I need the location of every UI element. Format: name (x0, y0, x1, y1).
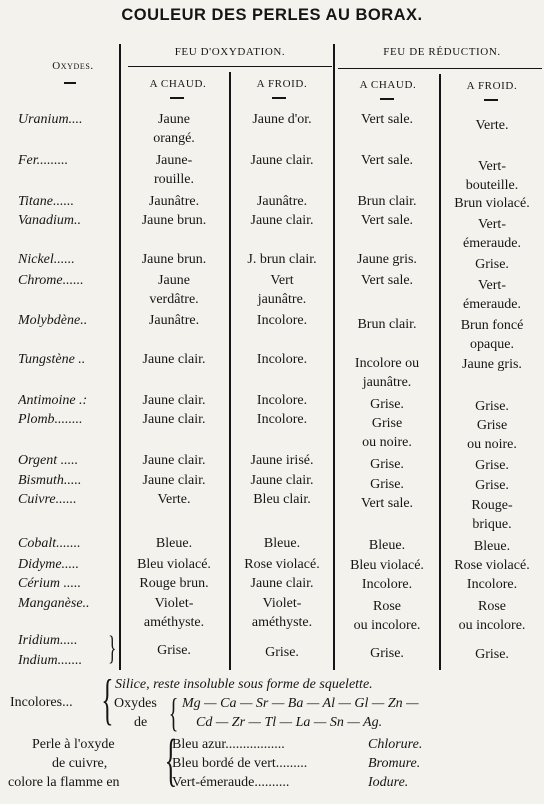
cell-red-chaud: Vert sale. (360, 273, 414, 288)
header-rule-oxydation (128, 66, 332, 67)
cell-red-froid: Grise. (475, 399, 509, 414)
cell-red-chaud: Grise. (370, 457, 404, 472)
header-feu-oxydation: FEU D'OXYDATION. (174, 46, 286, 58)
silice-note: Silice, reste insoluble sous forme de squelette. (115, 677, 373, 692)
cell-red-chaud: Vert sale. (360, 496, 414, 511)
cell-ox-froid: Vert jaunâtre. (257, 273, 307, 307)
oxide-name: Titane...... (18, 194, 75, 209)
cell-ox-froid: J. brun clair. (247, 252, 317, 267)
oxide-name: Manganèse.. (18, 596, 90, 611)
cell-red-chaud: Incolore ou jaunâtre. (354, 356, 420, 390)
header-dash-4 (484, 99, 498, 101)
perle-brace: { (164, 727, 178, 792)
cell-red-froid: Grise. (475, 647, 509, 662)
cell-ox-froid: Incolore. (256, 313, 308, 328)
bromure: Bromure. (368, 756, 421, 771)
cell-ox-chaud: Jaune clair. (142, 393, 206, 408)
cell-red-froid: Jaune gris. (462, 357, 522, 372)
oxide-name: Molybdène.. (18, 313, 88, 328)
perle-text-line2: de cuivre, (52, 756, 108, 771)
header-oxydes-dash (64, 82, 76, 84)
oxide-name: Cérium ..... (18, 576, 81, 591)
header-red-a-chaud: A CHAUD. (359, 79, 417, 91)
oxide-name: Bismuth..... (18, 473, 82, 488)
oxide-name: Indium....... (18, 653, 83, 668)
cell-red-froid: Brun violacé. (454, 196, 530, 211)
cell-red-chaud: Grise. (370, 397, 404, 412)
cell-ox-froid: Jaune clair. (250, 213, 314, 228)
cell-ox-chaud: Jaune orangé. (153, 112, 195, 146)
cell-ox-froid: Jaune clair. (250, 473, 314, 488)
iridium-indium-brace: } (108, 630, 117, 667)
cell-ox-chaud: Jaune clair. (142, 412, 206, 427)
cell-ox-chaud: Bleu violacé. (137, 557, 211, 572)
oxide-name: Uranium.... (18, 112, 83, 127)
cell-red-froid: Rouge- brique. (471, 498, 513, 532)
header-red-a-froid: A FROID. (466, 80, 518, 92)
perle-text-line3: colore la flamme en (8, 775, 120, 790)
cell-ox-froid: Bleue. (263, 536, 301, 551)
oxydes-list-line2: Cd — Zr — Tl — La — Sn — Ag. (196, 715, 383, 730)
cell-ox-froid: Incolore. (256, 412, 308, 427)
cell-red-froid: Bleue. (473, 539, 511, 554)
oxide-name: Antimoine .: (18, 393, 88, 408)
oxide-name: Vanadium.. (18, 213, 81, 228)
cell-red-froid: Vert- émeraude. (463, 217, 521, 251)
cell-ox-chaud: Verte. (157, 492, 191, 507)
oxydes-list-line1: Mg — Ca — Sr — Ba — Al — Gl — Zn — (182, 696, 419, 711)
cell-ox-froid: Violet- améthyste. (251, 596, 313, 630)
cell-ox-chaud: Jaunâtre. (148, 194, 200, 209)
de-word: de (134, 715, 148, 730)
header-rule-reduction (338, 68, 542, 69)
oxide-name: Cuivre...... (18, 492, 77, 507)
cell-ox-chaud: Jaune brun. (141, 252, 207, 267)
iodure: Iodure. (368, 775, 409, 790)
oxide-name: Didyme..... (18, 557, 80, 572)
cell-ox-froid: Jaune clair. (250, 576, 314, 591)
cell-red-chaud: Incolore. (361, 577, 413, 592)
header-ox-a-froid: A FROID. (256, 78, 308, 90)
page-title: COULEUR DES PERLES AU BORAX. (121, 6, 423, 24)
bleu-azur: Bleu azur................. (172, 737, 285, 752)
cell-red-chaud: Vert sale. (360, 153, 414, 168)
cell-ox-froid: Jaune clair. (250, 153, 314, 168)
cell-red-chaud: Rose ou incolore. (353, 599, 421, 633)
cell-ox-froid: Jaune d'or. (252, 112, 312, 127)
cell-ox-froid: Incolore. (256, 352, 308, 367)
oxide-name: Nickel...... (18, 252, 75, 267)
cell-red-chaud: Vert sale. (360, 112, 414, 127)
cell-ox-chaud: Jaune brun. (141, 213, 207, 228)
cell-ox-froid: Grise. (265, 645, 299, 660)
cell-red-chaud: Brun clair. (357, 317, 417, 332)
cell-ox-chaud: Rouge brun. (139, 576, 209, 591)
bleu-borde-de-vert: Bleu bordé de vert......... (172, 756, 308, 771)
cell-ox-froid: Incolore. (256, 393, 308, 408)
cell-red-chaud: Jaune gris. (357, 252, 417, 267)
chlorure: Chlorure. (368, 737, 423, 752)
cell-red-chaud: Grise. (370, 477, 404, 492)
header-feu-reduction: FEU DE RÉDUCTION. (383, 46, 501, 58)
cell-ox-chaud: Jaune verdâtre. (149, 273, 199, 307)
cell-red-froid: Vert- émeraude. (463, 278, 521, 312)
cell-red-froid: Grise. (475, 458, 509, 473)
cell-red-chaud: Vert sale. (360, 213, 414, 228)
cell-ox-chaud: Bleue. (155, 536, 193, 551)
incolores-label: Incolores... (10, 695, 73, 710)
cell-ox-chaud: Violet- améthyste. (143, 596, 205, 630)
cell-ox-chaud: Jaune clair. (142, 352, 206, 367)
cell-red-froid: Grise. (475, 257, 509, 272)
cell-ox-chaud: Jaune clair. (142, 473, 206, 488)
oxide-name: Tungstène .. (18, 352, 86, 367)
cell-ox-chaud: Jaunâtre. (148, 313, 200, 328)
oxydes-word: Oxydes (114, 696, 157, 711)
oxide-name: Cobalt....... (18, 536, 81, 551)
cell-red-froid: Rose violacé. (454, 558, 530, 573)
header-dash-3 (380, 98, 394, 100)
cell-ox-chaud: Jaune- rouille. (153, 153, 195, 187)
oxide-name: Iridium..... (18, 633, 78, 648)
cell-red-chaud: Bleu violacé. (350, 558, 424, 573)
oxide-name: Fer......... (18, 153, 69, 168)
cell-red-froid: Verte. (475, 118, 509, 133)
cell-red-chaud: Grise ou noire. (362, 416, 412, 450)
cell-ox-froid: Bleu clair. (253, 492, 311, 507)
cell-red-chaud: Bleue. (368, 538, 406, 553)
cell-ox-chaud: Grise. (157, 643, 191, 658)
cell-red-froid: Incolore. (466, 577, 518, 592)
perle-text-line1: Perle à l'oxyde (32, 737, 115, 752)
cell-red-froid: Brun foncé opaque. (460, 318, 524, 352)
cell-red-chaud: Brun clair. (357, 194, 417, 209)
cell-red-froid: Grise. (475, 478, 509, 493)
oxide-name: Chrome...... (18, 273, 84, 288)
header-dash-1 (170, 97, 184, 99)
oxide-name: Orgent ..... (18, 453, 79, 468)
cell-ox-chaud: Jaune clair. (142, 453, 206, 468)
cell-ox-froid: Jaune irisé. (250, 453, 314, 468)
oxide-name: Plomb........ (18, 412, 83, 427)
cell-ox-froid: Jaunâtre. (256, 194, 308, 209)
oxydes-brace: { (168, 690, 179, 735)
cell-red-froid: Grise ou noire. (467, 418, 517, 452)
cell-red-froid: Vert- bouteille. (465, 159, 519, 193)
header-dash-2 (272, 97, 286, 99)
cell-red-froid: Rose ou incolore. (458, 599, 526, 633)
cell-ox-froid: Rose violacé. (244, 557, 320, 572)
incolores-brace: { (101, 669, 114, 731)
cell-red-chaud: Grise. (370, 646, 404, 661)
header-oxydes: Oxydes. (52, 60, 94, 72)
vert-emeraude: Vert-émeraude.......... (172, 775, 290, 790)
header-ox-a-chaud: A CHAUD. (149, 78, 207, 90)
